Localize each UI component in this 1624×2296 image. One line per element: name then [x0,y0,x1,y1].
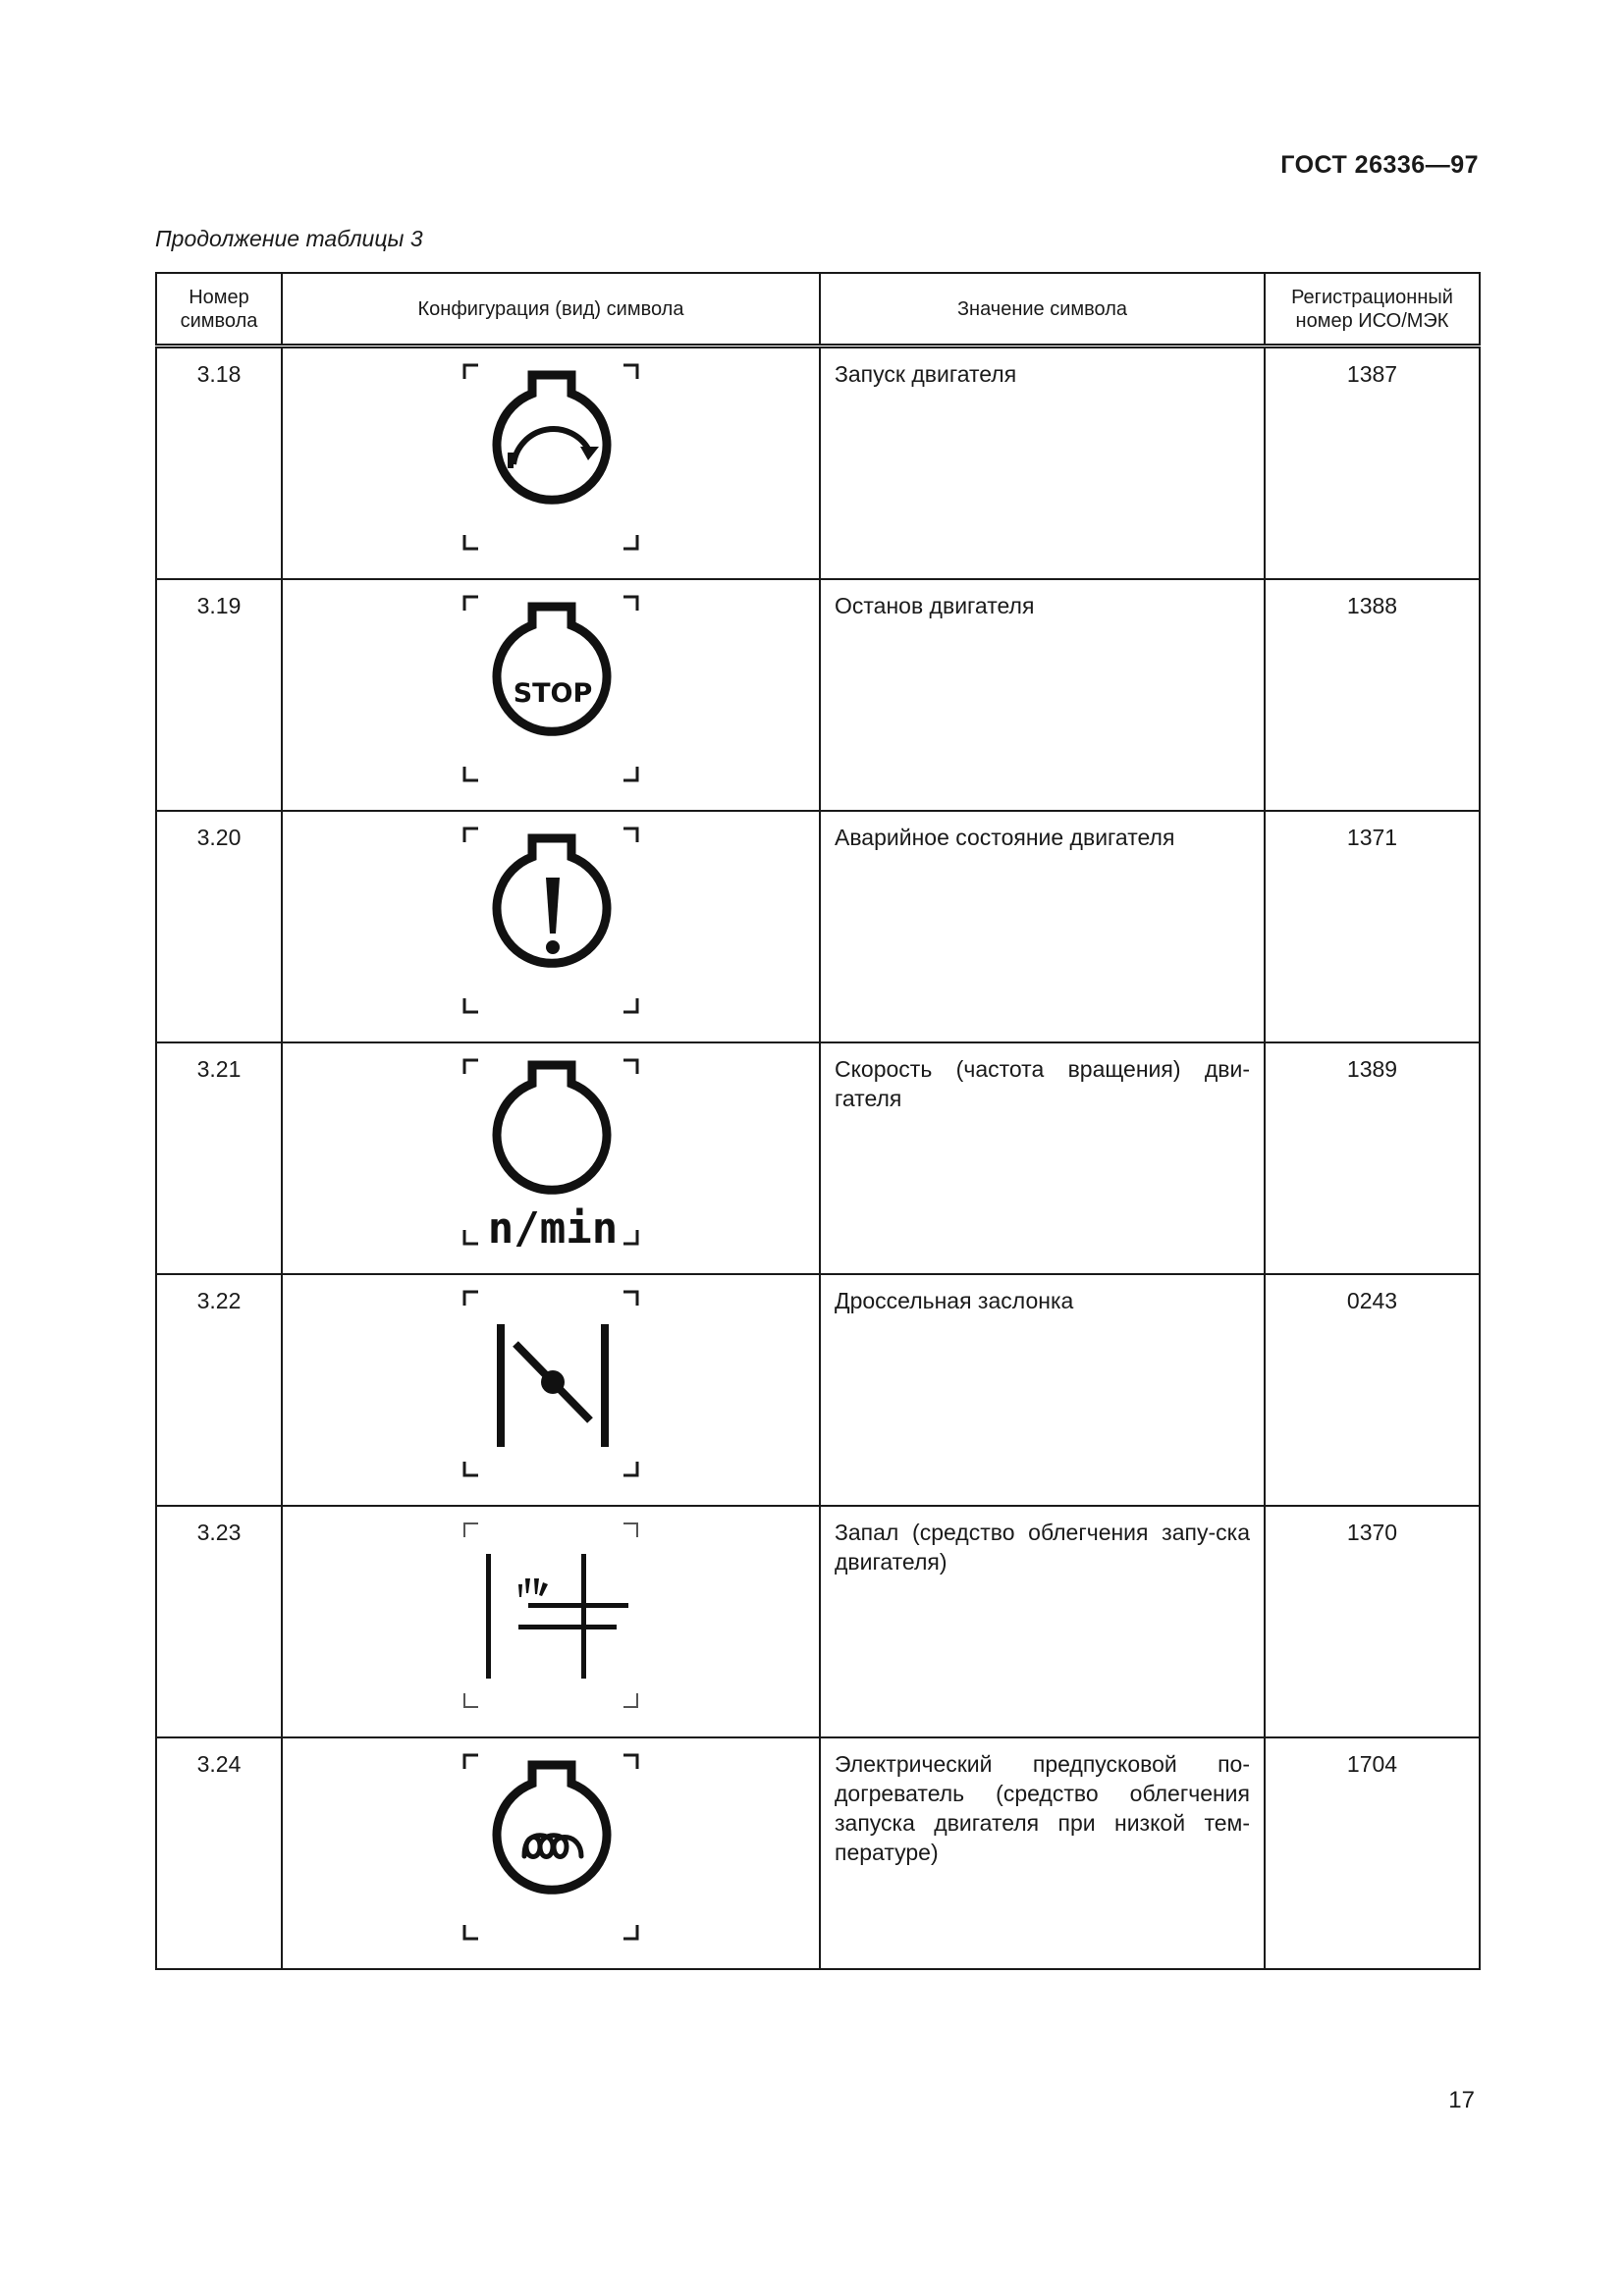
table-row [156,1042,1480,1274]
row-number: 3.19 [156,579,282,811]
symbol-cell [282,347,820,580]
row-number: 3.22 [156,1274,282,1506]
table-row [156,579,1480,811]
symbol-cell [282,1274,820,1506]
meaning-cell: Скорость (частота вращения) дви-гателя [820,1042,1265,1274]
row-number: 3.18 [156,347,282,580]
meaning-cell: Останов двигателя [820,579,1265,811]
reg-number: 1704 [1265,1737,1480,1969]
symbol-cell [282,1042,820,1274]
speed-unit-label: n/min [487,1203,619,1254]
header-meaning: Значение символа [820,273,1265,347]
throttle-icon [283,1275,821,1494]
reg-number: 0243 [1265,1274,1480,1506]
reg-number: 1370 [1265,1506,1480,1737]
header-config: Конфигурация (вид) символа [282,273,820,347]
engine-start-icon [283,348,821,567]
meaning-cell: Дроссельная заслонка [820,1274,1265,1506]
row-number: 3.24 [156,1737,282,1969]
row-number: 3.21 [156,1042,282,1274]
engine-stop-icon [283,580,821,799]
meaning-cell: Электрический предпусковой по-догреватель (средство облегчения запуска двигателя при низкой тем-пературе) [820,1737,1265,1969]
table-row [156,1274,1480,1506]
table-row [156,347,1480,580]
symbol-cell [282,811,820,1042]
reg-number: 1387 [1265,347,1480,580]
reg-number: 1371 [1265,811,1480,1042]
reg-number: 1388 [1265,579,1480,811]
symbol-cell [282,1506,820,1737]
stop-label: STOP [513,678,593,709]
symbol-cell [282,579,820,811]
symbols-table [155,272,1481,1970]
row-number: 3.20 [156,811,282,1042]
meaning-cell: Запуск двигателя [820,347,1265,580]
header-reg: Регистрационный номер ИСО/МЭК [1265,273,1480,347]
table-row [156,1737,1480,1969]
preheater-icon [283,1738,821,1957]
reg-number: 1389 [1265,1042,1480,1274]
table-caption: Продолжение таблицы 3 [155,226,423,251]
symbol-cell [282,1737,820,1969]
table-row [156,811,1480,1042]
meaning-cell: Запал (средство облегчения запу-ска двигателя) [820,1506,1265,1737]
page-number: 17 [1448,2087,1475,2113]
page-header-standard: ГОСТ 26336—97 [1280,151,1479,179]
header-number: Номер символа [156,273,282,347]
engine-speed-icon [283,1043,821,1262]
table-header-row [156,273,1480,347]
table-row [156,1506,1480,1737]
meaning-cell: Аварийное состояние двигателя [820,811,1265,1042]
row-number: 3.23 [156,1506,282,1737]
ignition-aid-icon [283,1507,821,1726]
engine-warning-icon [283,812,821,1031]
